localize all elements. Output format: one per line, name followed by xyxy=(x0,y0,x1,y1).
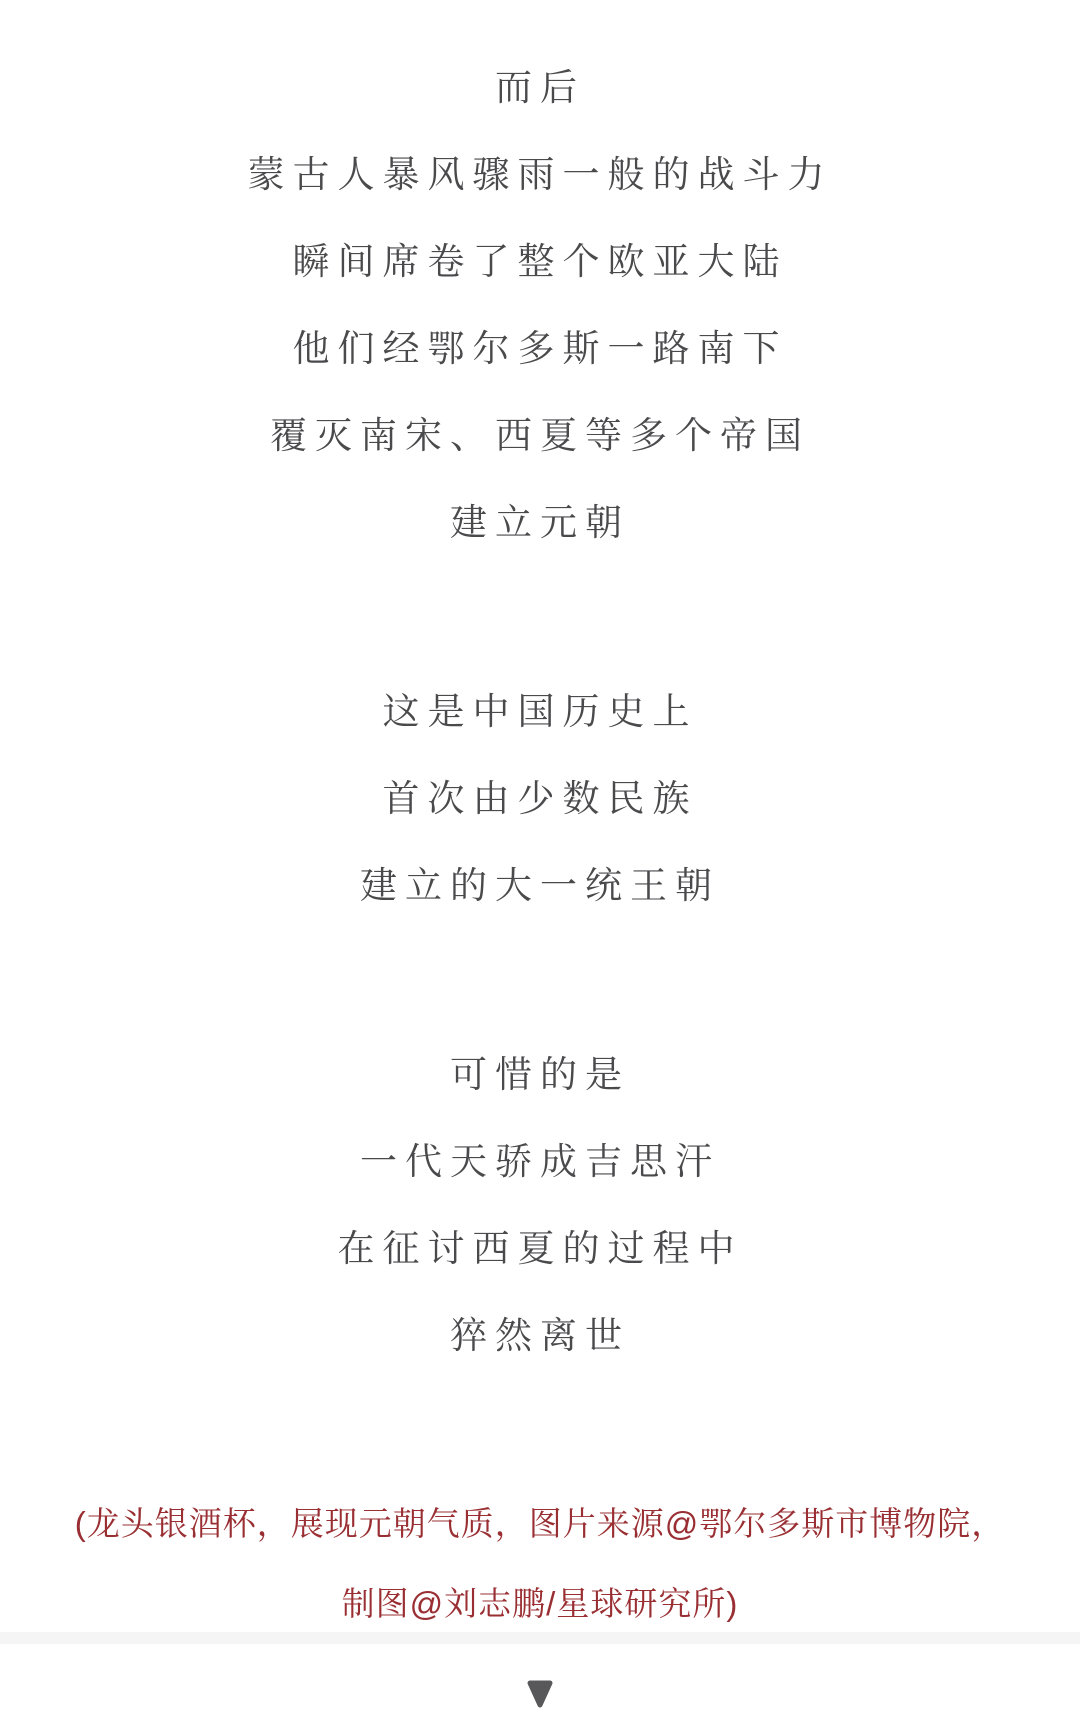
article-line: 一代天骄成吉思汗 xyxy=(360,1141,720,1182)
article-line: 建立元朝 xyxy=(450,502,630,543)
article-line: 猝然离世 xyxy=(450,1315,630,1356)
next-image-edge xyxy=(0,1632,1080,1644)
article-line: 可惜的是 xyxy=(450,1054,630,1095)
article-line: 覆灭南宋、西夏等多个帝国 xyxy=(270,415,810,456)
article-section xyxy=(0,1054,1080,1405)
article-section xyxy=(0,691,1080,955)
image-caption-line: 制图@刘志鹏/星球研究所) xyxy=(341,1585,739,1622)
triangle-down-icon xyxy=(526,1696,554,1713)
article-line: 蒙古人暴风骤雨一般的战斗力 xyxy=(247,154,833,195)
scroll-indicator xyxy=(0,1679,1080,1709)
article-line: 瞬间席卷了整个欧亚大陆 xyxy=(292,241,788,282)
article-line: 建立的大一统王朝 xyxy=(360,865,720,906)
article-section xyxy=(0,67,1080,592)
article-line: 这是中国历史上 xyxy=(382,691,698,732)
article-line: 在征讨西夏的过程中 xyxy=(337,1228,743,1269)
image-caption-line: (龙头银酒杯，展现元朝气质，图片来源@鄂尔多斯市博物院， xyxy=(74,1505,1006,1542)
article-line: 而后 xyxy=(495,67,585,108)
article-body xyxy=(0,67,1080,1405)
article-line: 他们经鄂尔多斯一路南下 xyxy=(292,328,788,369)
article-line: 首次由少数民族 xyxy=(382,778,698,819)
